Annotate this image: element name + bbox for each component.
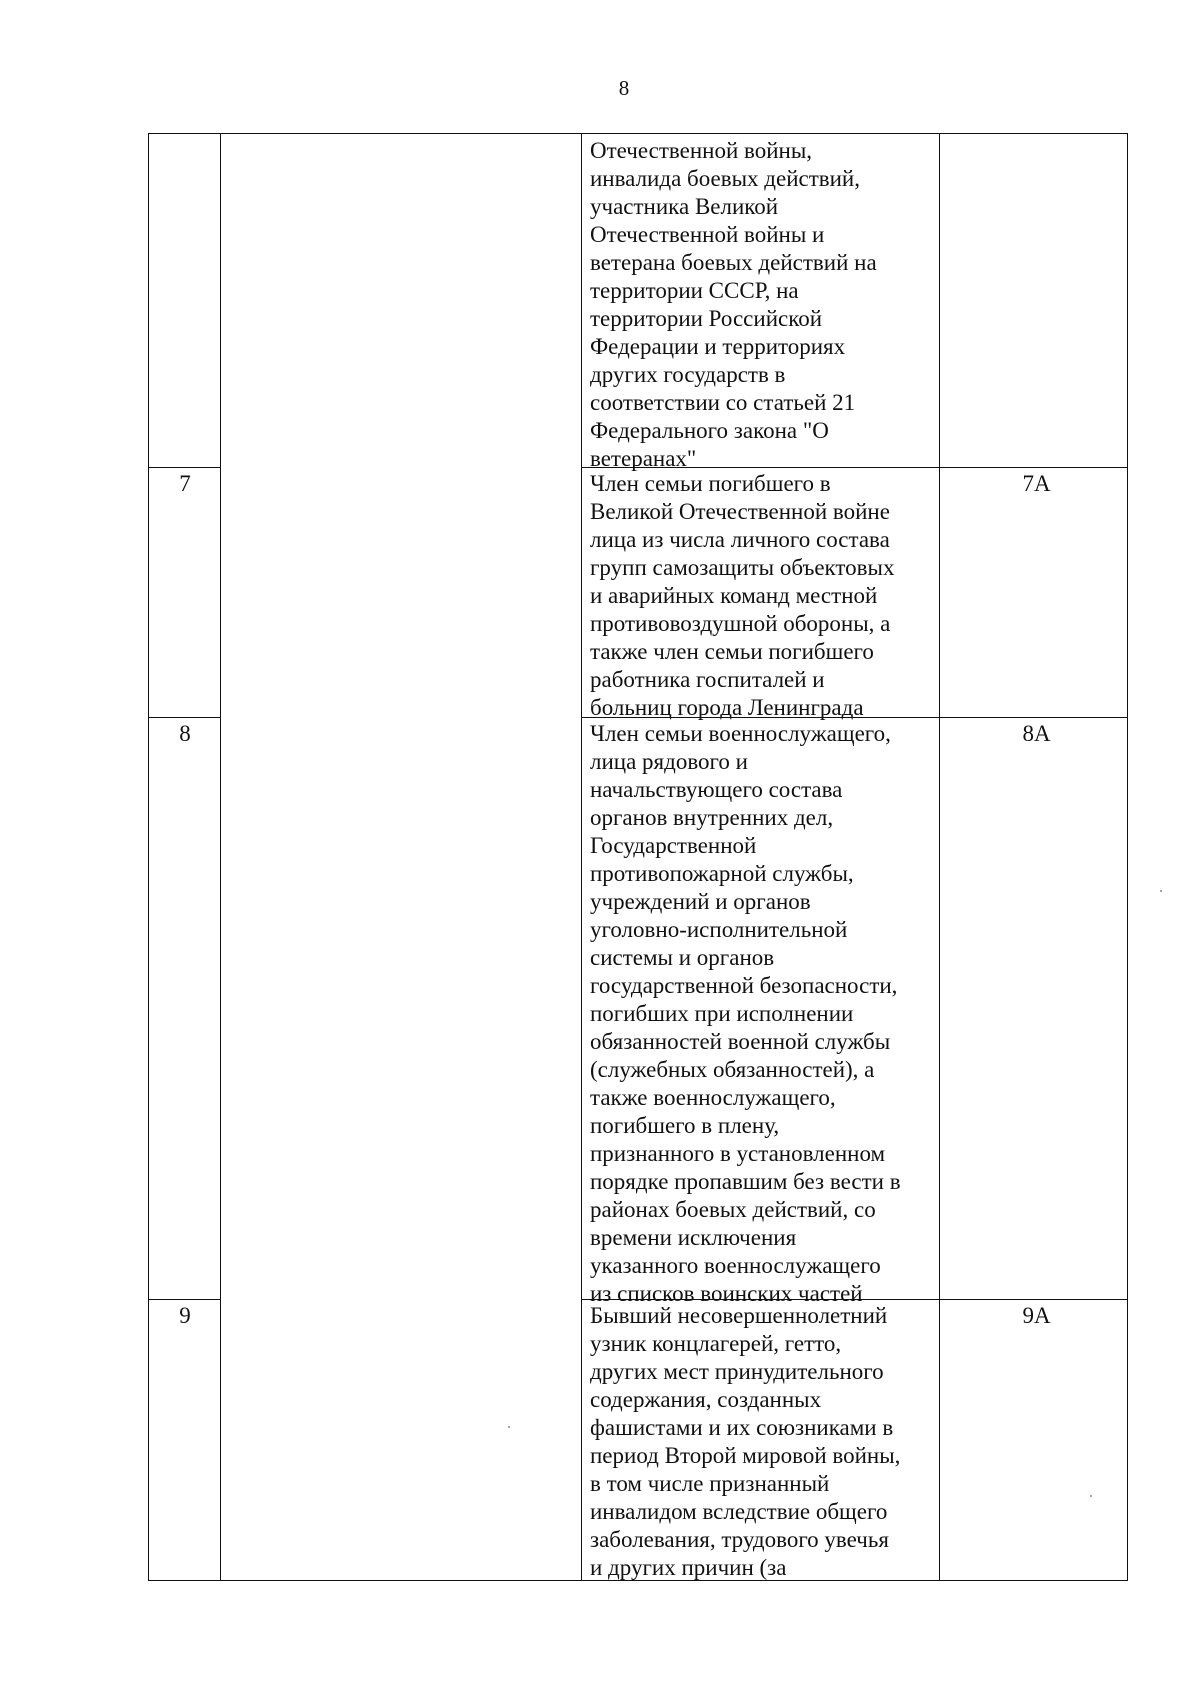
row-number: 7	[179, 471, 191, 496]
category-text: Бывший несовершеннолетний узник концлагерей, гетто, других мест принудительного содержания, созданных фашистами и их союзниками в период Второй мировой войны, в том числе признанный инвалидом вследствие общего заболевания, трудового увечья и других причин (за	[590, 1303, 901, 1580]
category-text: Член семьи погибшего в Великой Отечественной войне лица из числа личного состава групп самозащиты объектовых и аварийных команд местной противовоздушной обороны, а также член семьи погибшего работника госпиталей и больниц города Ленинграда	[590, 471, 895, 720]
benefits-table	[148, 133, 1128, 1581]
category-code: 7А	[1022, 471, 1051, 496]
scan-speck	[1090, 1495, 1092, 1497]
scan-speck	[508, 1426, 510, 1428]
category-text: Член семьи военнослужащего, лица рядового и начальствующего состава органов внутренних дел, Государственной противопожарной службы, учреждений и органов уголовно-исполнительной системы и органов государственной безопасности, погибших при исполнении обязанностей военной службы (служебных обязанностей), а также военнослужащего, погибшего в плену, признанного в установленном порядке пропавшим без вести в районах боевых действий, со времени исключения указанного военнослужащего из списков воинских частей	[590, 721, 901, 1306]
page-number: 8	[618, 76, 630, 100]
row-divider	[149, 1299, 220, 1300]
row-number: 8	[179, 721, 191, 746]
category-code: 8А	[1022, 721, 1051, 746]
column-divider	[939, 134, 940, 1580]
category-code: 9А	[1022, 1303, 1051, 1328]
category-text: Отечественной войны, инвалида боевых действий, участника Великой Отечественной войны и ветерана боевых действий на территории СССР, на территории Российской Федерации и территориях других государств в соответствии со статьей 21 Федерального закона "О ветеранах"	[590, 138, 877, 471]
row-divider	[149, 467, 220, 468]
row-divider	[149, 717, 220, 718]
row-number: 9	[179, 1303, 191, 1328]
column-divider	[581, 134, 582, 1580]
column-divider	[220, 134, 221, 1580]
scan-speck	[1160, 890, 1162, 892]
